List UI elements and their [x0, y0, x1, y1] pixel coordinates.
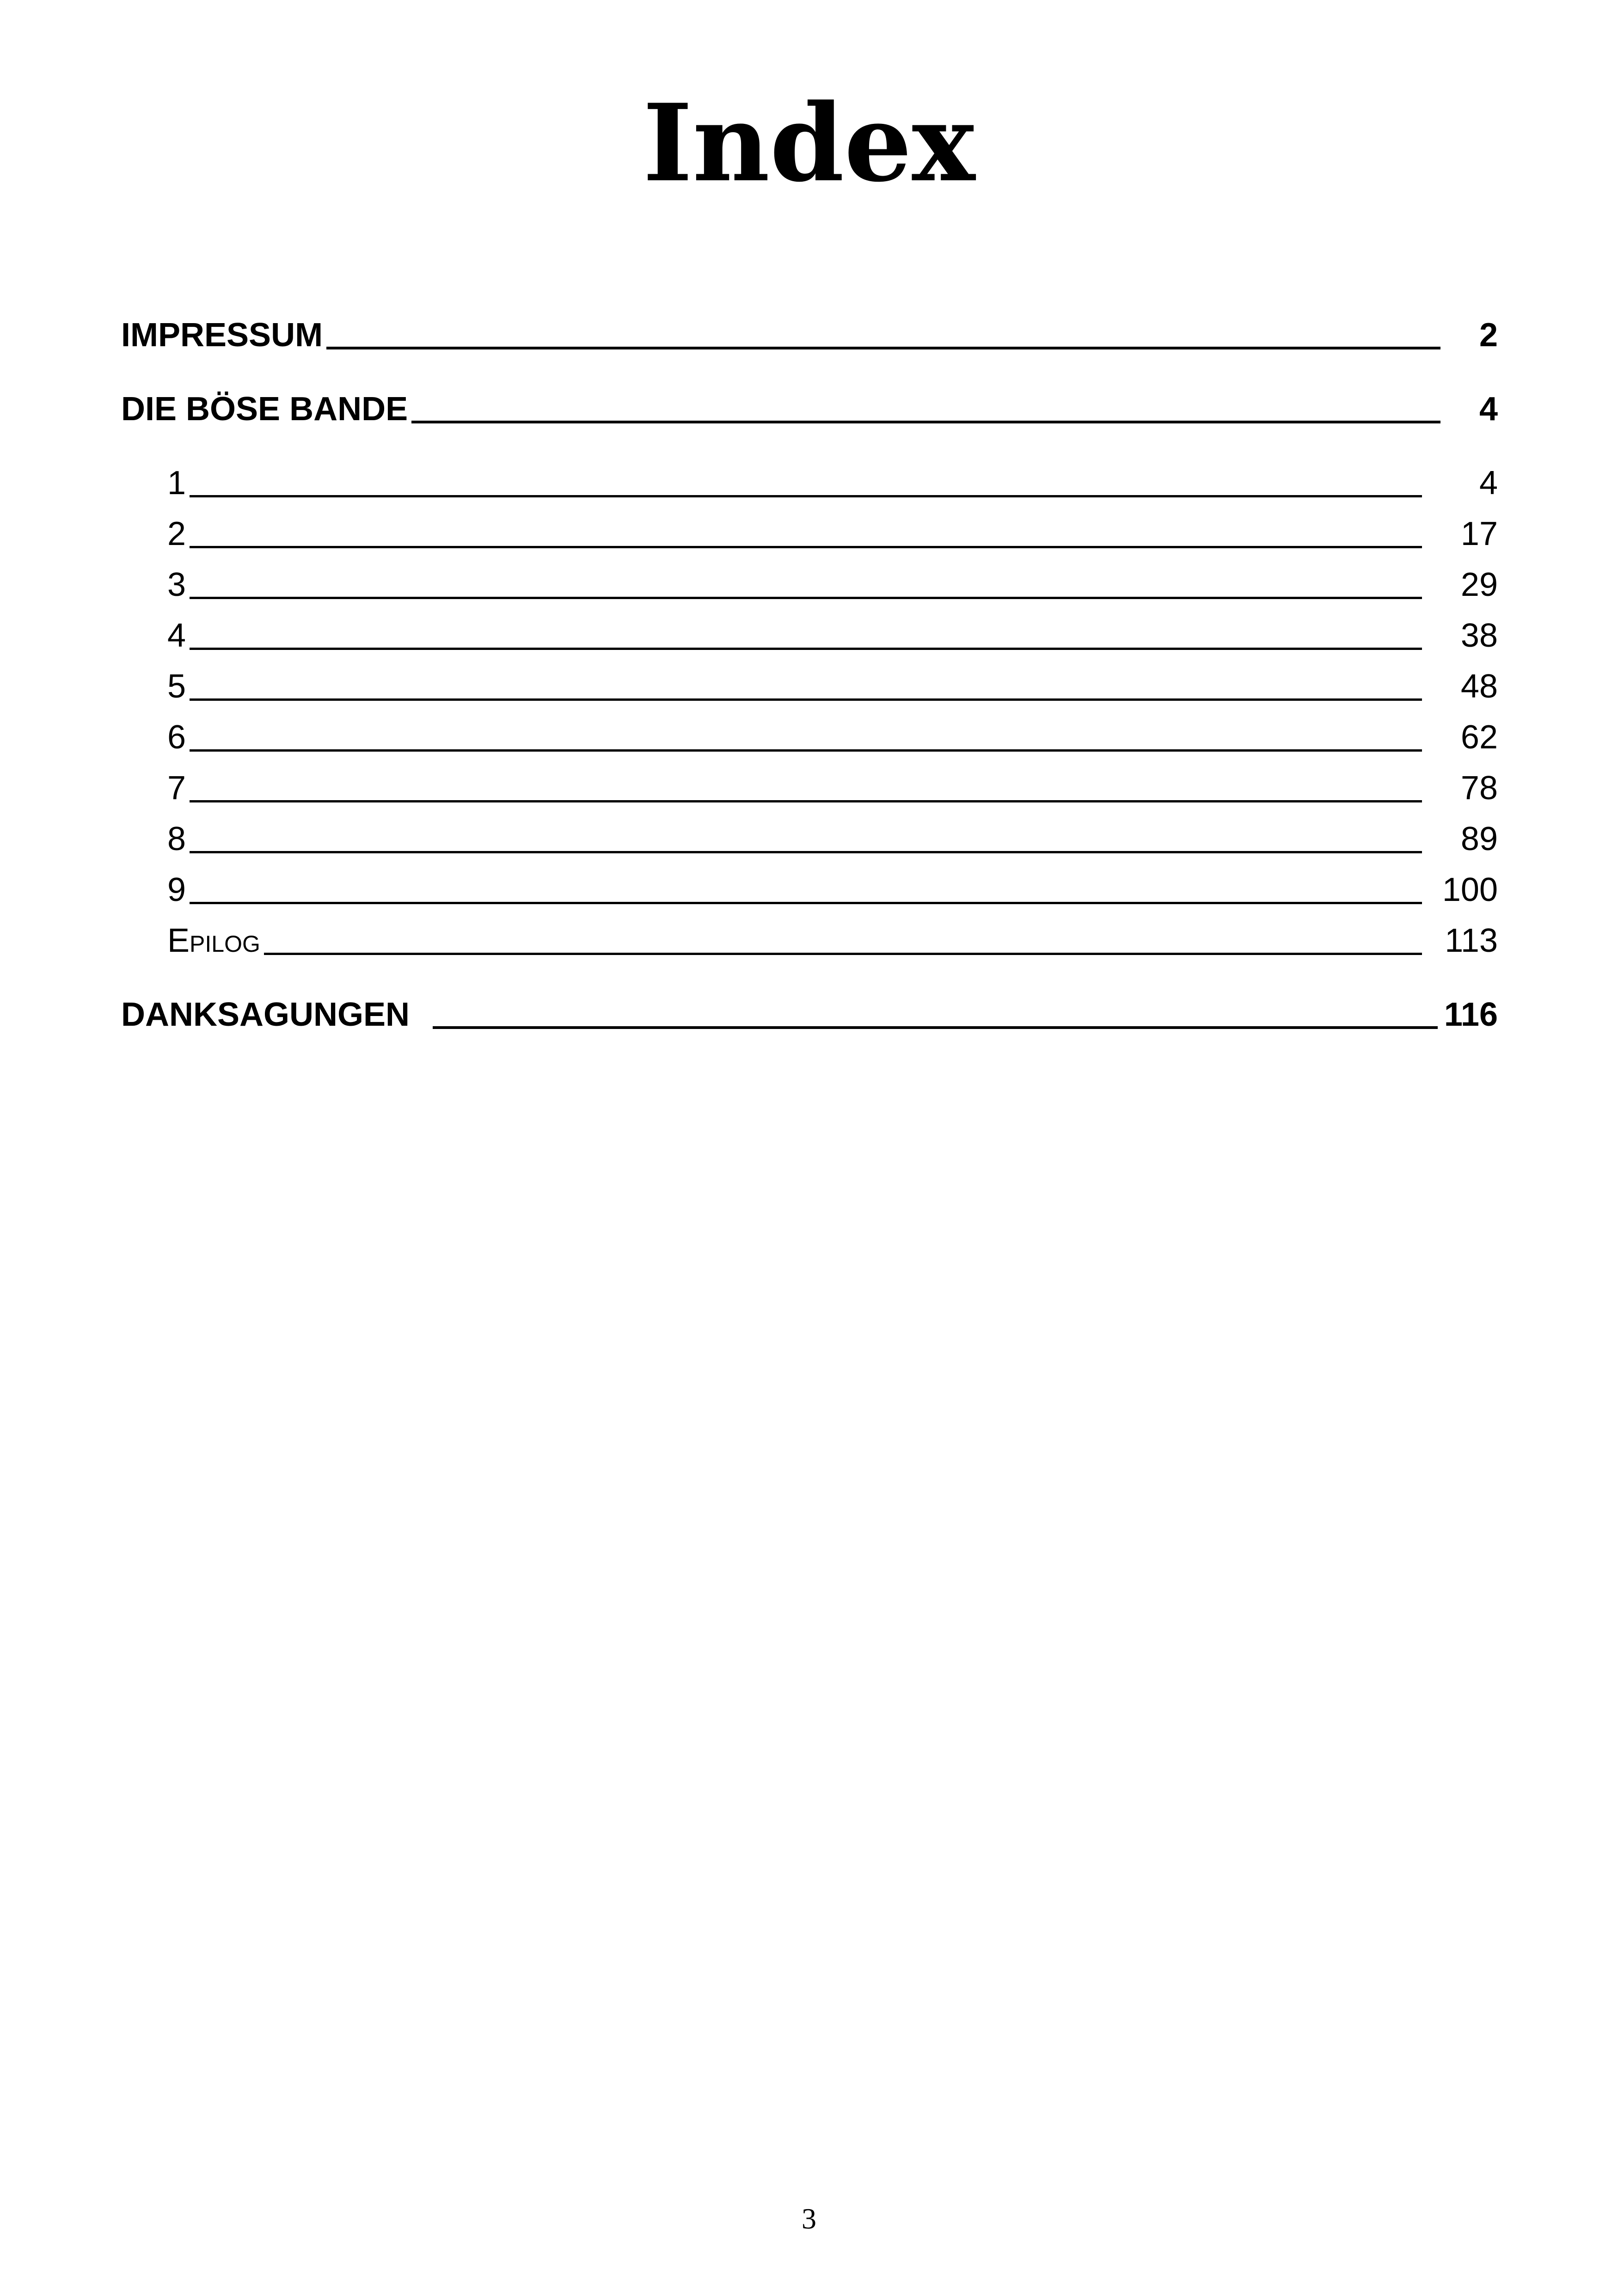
- toc-entry-label: IMPRESSUM: [121, 317, 323, 354]
- toc-entry-label: 2: [167, 515, 186, 552]
- toc-leader-line: [190, 597, 1422, 599]
- toc-entry-label: 1: [167, 465, 186, 502]
- toc-entry-chapter-8[interactable]: [167, 818, 1498, 860]
- toc-entry-label: 9: [167, 871, 186, 908]
- toc-entry-label: 7: [167, 770, 186, 807]
- toc-entry-label: DANKSAGUNGEN: [121, 996, 410, 1033]
- toc-entry-chapter-6[interactable]: [167, 716, 1498, 758]
- toc-entry-chapter-7[interactable]: [167, 767, 1498, 809]
- toc-entry-label: 4: [167, 617, 186, 654]
- toc-leader-line: [190, 648, 1422, 650]
- toc-entry-page: 29: [1460, 566, 1498, 603]
- toc-entry-die-boese-bande[interactable]: [121, 388, 1498, 430]
- toc-entry-chapter-3[interactable]: [167, 564, 1498, 606]
- toc-entry-page: 48: [1460, 668, 1498, 705]
- toc-leader-line: [326, 347, 1440, 349]
- toc-leader-line: [190, 851, 1422, 853]
- toc-entry-page: 100: [1442, 871, 1498, 908]
- toc-entry-page: 78: [1460, 770, 1498, 807]
- toc-leader-line: [264, 953, 1422, 955]
- toc-leader-line: [190, 698, 1422, 701]
- toc-entry-page: 2: [1479, 317, 1498, 354]
- toc-entry-danksagungen[interactable]: [121, 994, 1498, 1035]
- toc-entry-chapter-2[interactable]: [167, 513, 1498, 555]
- toc-entry-page: 4: [1479, 391, 1498, 428]
- page-title: Index: [643, 81, 975, 206]
- toc-entry-label: 6: [167, 719, 186, 756]
- toc-entry-page: 17: [1460, 515, 1498, 552]
- toc-entry-chapter-9[interactable]: [167, 869, 1498, 911]
- toc-leader-line: [190, 495, 1422, 497]
- toc-entry-label: 5: [167, 668, 186, 705]
- page-number: 3: [802, 2202, 816, 2235]
- toc-leader-line: [433, 1026, 1438, 1029]
- toc-entry-chapter-4[interactable]: [167, 615, 1498, 656]
- toc-leader-line: [190, 749, 1422, 752]
- toc-entry-page: 113: [1445, 922, 1498, 959]
- toc-entry-label: DIE BÖSE BANDE: [121, 391, 408, 428]
- toc-entry-page: 116: [1444, 996, 1498, 1033]
- toc-entry-epilog[interactable]: [167, 920, 1498, 961]
- toc-entry-chapter-1[interactable]: [167, 462, 1498, 504]
- toc-entry-chapter-5[interactable]: [167, 666, 1498, 707]
- toc-entry-label: Epilog: [167, 922, 260, 959]
- toc-entry-page: 4: [1479, 465, 1498, 502]
- toc-entry-label: 3: [167, 566, 186, 603]
- toc-leader-line: [411, 421, 1440, 423]
- toc-entry-page: 38: [1460, 617, 1498, 654]
- toc-entry-page: 89: [1460, 820, 1498, 857]
- toc-leader-line: [190, 546, 1422, 548]
- toc-entry-page: 62: [1460, 719, 1498, 756]
- toc-leader-line: [190, 800, 1422, 802]
- toc-leader-line: [190, 902, 1422, 904]
- toc-entry-impressum[interactable]: [121, 314, 1498, 356]
- toc-entry-label: 8: [167, 820, 186, 857]
